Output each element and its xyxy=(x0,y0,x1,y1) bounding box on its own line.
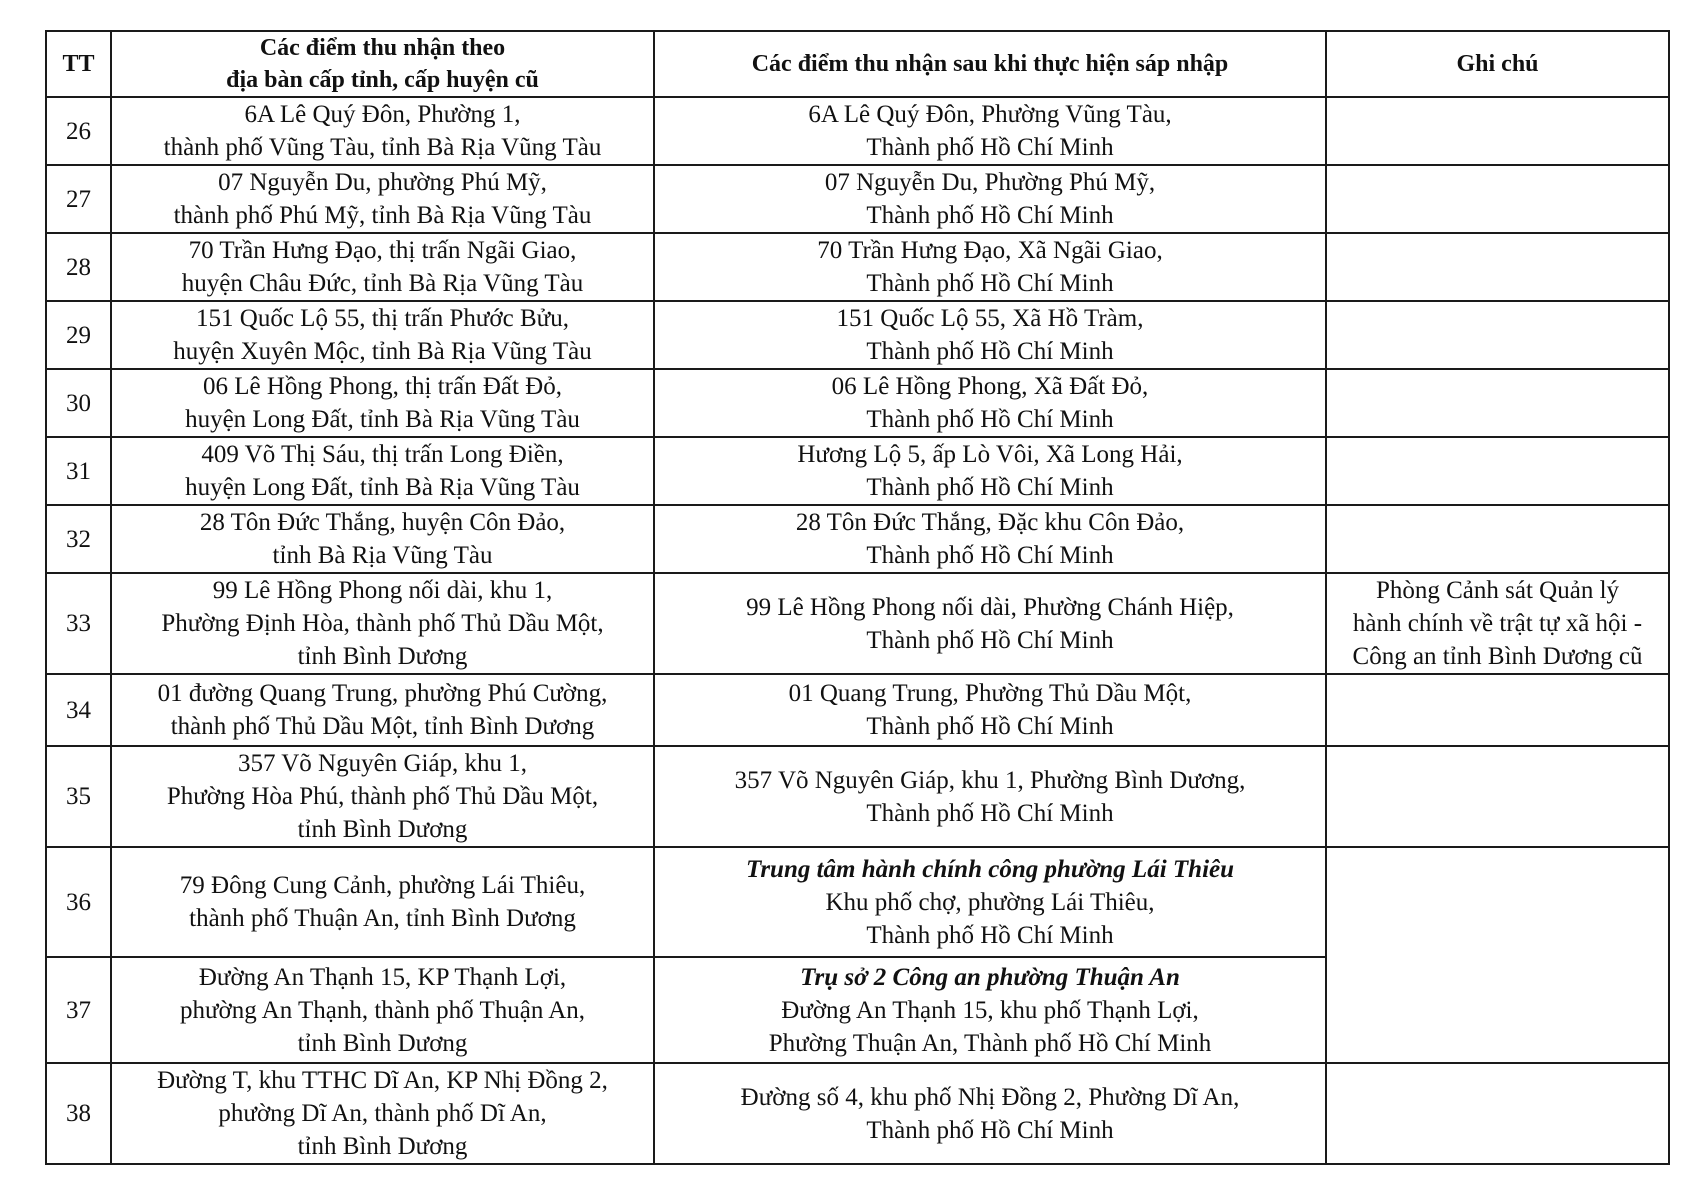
old-location-line: phường Dĩ An, thành phố Dĩ An, xyxy=(218,1100,547,1127)
new-location-line: 6A Lê Quý Đôn, Phường Vũng Tàu, xyxy=(808,101,1172,128)
note-line: Công an tỉnh Bình Dương cũ xyxy=(1352,643,1643,670)
new-location-cell xyxy=(654,165,1326,233)
note-cell xyxy=(1326,97,1669,165)
document-page xyxy=(45,30,1668,1165)
new-location-cell xyxy=(654,674,1326,746)
old-location-cell xyxy=(111,746,654,847)
table-row xyxy=(46,746,1669,847)
new-location-line: Thành phố Hồ Chí Minh xyxy=(866,799,1114,827)
row-number: 37 xyxy=(46,957,111,1063)
old-location-line: Đường An Thạnh 15, KP Thạnh Lợi, xyxy=(198,963,567,991)
old-location-cell xyxy=(111,847,654,957)
new-location-line: Đường số 4, khu phố Nhị Đồng 2, Phường Dĩ An, xyxy=(740,1083,1240,1111)
old-location-line: tỉnh Bình Dương xyxy=(297,1133,468,1160)
row-number: 38 xyxy=(46,1063,111,1164)
table-row xyxy=(46,674,1669,746)
table-row xyxy=(46,847,1669,957)
old-location-cell xyxy=(111,233,654,301)
old-location-line: 01 đường Quang Trung, phường Phú Cường, xyxy=(157,680,608,707)
old-location-cell xyxy=(111,369,654,437)
old-location-line: huyện Châu Đức, tỉnh Bà Rịa Vũng Tàu xyxy=(181,270,584,297)
old-location-cell xyxy=(111,957,654,1063)
new-location-line: Thành phố Hồ Chí Minh xyxy=(866,1116,1114,1144)
old-location-cell xyxy=(111,505,654,573)
old-location-cell xyxy=(111,674,654,746)
old-location-line: 70 Trần Hưng Đạo, thị trấn Ngãi Giao, xyxy=(188,237,577,264)
new-location-cell xyxy=(654,233,1326,301)
row-number: 31 xyxy=(46,437,111,505)
row-number: 30 xyxy=(46,369,111,437)
old-location-line: phường An Thạnh, thành phố Thuận An, xyxy=(180,996,585,1024)
old-location-line: 99 Lê Hồng Phong nối dài, khu 1, xyxy=(212,577,553,604)
table-row xyxy=(46,301,1669,369)
table-header-row xyxy=(46,31,1669,97)
header-old-locations xyxy=(111,31,654,97)
new-location-line: Thành phố Hồ Chí Minh xyxy=(866,406,1114,433)
old-location-line: huyện Long Đất, tỉnh Bà Rịa Vũng Tàu xyxy=(185,406,580,433)
row-number: 34 xyxy=(46,674,111,746)
row-number: 29 xyxy=(46,301,111,369)
old-location-line: 79 Đông Cung Cảnh, phường Lái Thiêu, xyxy=(179,872,586,899)
table-row xyxy=(46,97,1669,165)
new-location-line: 07 Nguyễn Du, Phường Phú Mỹ, xyxy=(824,169,1156,196)
old-location-line: 28 Tôn Đức Thắng, huyện Côn Đảo, xyxy=(199,509,566,536)
note-cell xyxy=(1326,165,1669,233)
old-location-line: thành phố Phú Mỹ, tỉnh Bà Rịa Vũng Tàu xyxy=(173,202,592,229)
table-row xyxy=(46,165,1669,233)
note-cell xyxy=(1326,233,1669,301)
note-cell xyxy=(1326,301,1669,369)
new-location-line: 28 Tôn Đức Thắng, Đặc khu Côn Đảo, xyxy=(795,509,1185,536)
row-number: 26 xyxy=(46,97,111,165)
old-location-line: 06 Lê Hồng Phong, thị trấn Đất Đỏ, xyxy=(203,373,562,400)
new-location-line: 01 Quang Trung, Phường Thủ Dầu Một, xyxy=(788,680,1192,707)
old-location-line: tỉnh Bà Rịa Vũng Tàu xyxy=(272,542,493,569)
old-location-cell xyxy=(111,97,654,165)
old-location-cell xyxy=(111,573,654,674)
new-location-title: Trung tâm hành chính công phường Lái Thiêu xyxy=(745,855,1235,883)
new-location-cell xyxy=(654,505,1326,573)
header-tt: TT xyxy=(46,31,111,97)
new-location-line: Thành phố Hồ Chí Minh xyxy=(866,542,1114,569)
old-location-line: Phường Định Hòa, thành phố Thủ Dầu Một, xyxy=(161,610,604,637)
new-location-cell xyxy=(654,97,1326,165)
header-note: Ghi chú xyxy=(1326,31,1669,97)
row-number: 36 xyxy=(46,847,111,957)
old-location-cell xyxy=(111,301,654,369)
new-location-line: Đường An Thạnh 15, khu phố Thạnh Lợi, xyxy=(781,996,1199,1024)
note-cell xyxy=(1326,369,1669,437)
header-old-line: địa bàn cấp tỉnh, cấp huyện cũ xyxy=(226,67,539,93)
old-location-cell xyxy=(111,1063,654,1164)
row-number: 32 xyxy=(46,505,111,573)
old-location-line: 409 Võ Thị Sáu, thị trấn Long Điền, xyxy=(201,441,564,468)
old-location-line: thành phố Thuận An, tỉnh Bình Dương xyxy=(189,905,576,932)
old-location-line: 151 Quốc Lộ 55, thị trấn Phước Bửu, xyxy=(196,305,569,332)
note-cell xyxy=(1326,505,1669,573)
new-location-line: Thành phố Hồ Chí Minh xyxy=(866,270,1114,297)
old-location-line: tỉnh Bình Dương xyxy=(297,1029,468,1057)
new-location-cell xyxy=(654,437,1326,505)
new-location-cell xyxy=(654,369,1326,437)
row-number: 35 xyxy=(46,746,111,847)
old-location-line: 6A Lê Quý Đôn, Phường 1, xyxy=(244,101,521,128)
new-location-cell xyxy=(654,301,1326,369)
table-row xyxy=(46,369,1669,437)
table-row xyxy=(46,1063,1669,1164)
new-location-line: Thành phố Hồ Chí Minh xyxy=(866,713,1114,740)
new-location-line: Thành phố Hồ Chí Minh xyxy=(866,474,1114,501)
new-location-cell xyxy=(654,1063,1326,1164)
new-location-line: Thành phố Hồ Chí Minh xyxy=(866,134,1114,161)
new-location-line: Phường Thuận An, Thành phố Hồ Chí Minh xyxy=(768,1029,1212,1057)
row-number: 28 xyxy=(46,233,111,301)
note-line: Phòng Cảnh sát Quản lý xyxy=(1375,577,1620,604)
old-location-line: tỉnh Bình Dương xyxy=(297,643,468,670)
note-cell xyxy=(1326,746,1669,847)
row-number: 27 xyxy=(46,165,111,233)
old-location-line: 357 Võ Nguyên Giáp, khu 1, xyxy=(237,750,528,777)
new-location-line: 357 Võ Nguyên Giáp, khu 1, Phường Bình Dương, xyxy=(734,766,1246,794)
old-location-line: thành phố Vũng Tàu, tỉnh Bà Rịa Vũng Tàu xyxy=(163,134,602,161)
table-row xyxy=(46,233,1669,301)
new-location-cell xyxy=(654,957,1326,1063)
new-location-line: Hương Lộ 5, ấp Lò Vôi, Xã Long Hải, xyxy=(797,441,1183,468)
new-location-line: Khu phố chợ, phường Lái Thiêu, xyxy=(825,888,1155,916)
note-cell xyxy=(1326,847,1669,1063)
new-location-cell xyxy=(654,847,1326,957)
table-row xyxy=(46,573,1669,674)
note-cell xyxy=(1326,437,1669,505)
old-location-cell xyxy=(111,437,654,505)
new-location-line: 151 Quốc Lộ 55, Xã Hồ Tràm, xyxy=(836,305,1144,332)
note-cell xyxy=(1326,573,1669,674)
new-location-line: Thành phố Hồ Chí Minh xyxy=(866,921,1114,949)
old-location-line: Đường T, khu TTHC Dĩ An, KP Nhị Đồng 2, xyxy=(157,1067,608,1094)
old-location-line: tỉnh Bình Dương xyxy=(297,816,468,843)
new-location-line: 99 Lê Hồng Phong nối dài, Phường Chánh Hiệp, xyxy=(746,593,1234,621)
new-location-title: Trụ sở 2 Công an phường Thuận An xyxy=(800,963,1180,991)
row-number: 33 xyxy=(46,573,111,674)
old-location-line: Phường Hòa Phú, thành phố Thủ Dầu Một, xyxy=(166,783,599,810)
new-location-line: Thành phố Hồ Chí Minh xyxy=(866,338,1114,365)
old-location-line: huyện Xuyên Mộc, tỉnh Bà Rịa Vũng Tàu xyxy=(173,338,592,365)
new-location-line: Thành phố Hồ Chí Minh xyxy=(866,626,1114,654)
old-location-line: 07 Nguyễn Du, phường Phú Mỹ, xyxy=(218,169,547,196)
header-new-locations: Các điểm thu nhận sau khi thực hiện sáp nhập xyxy=(654,31,1326,97)
old-location-cell xyxy=(111,165,654,233)
new-location-line: 06 Lê Hồng Phong, Xã Đất Đỏ, xyxy=(831,373,1149,400)
collection-points-table xyxy=(45,30,1670,1165)
table-row xyxy=(46,505,1669,573)
old-location-line: huyện Long Đất, tỉnh Bà Rịa Vũng Tàu xyxy=(185,474,580,501)
new-location-line: 70 Trần Hưng Đạo, Xã Ngãi Giao, xyxy=(817,237,1163,264)
new-location-cell xyxy=(654,746,1326,847)
table-body xyxy=(46,97,1669,1164)
old-location-line: thành phố Thủ Dầu Một, tỉnh Bình Dương xyxy=(170,713,595,740)
note-cell xyxy=(1326,1063,1669,1164)
note-line: hành chính về trật tự xã hội - xyxy=(1352,610,1643,637)
new-location-cell xyxy=(654,573,1326,674)
note-cell xyxy=(1326,674,1669,746)
table-row xyxy=(46,437,1669,505)
new-location-line: Thành phố Hồ Chí Minh xyxy=(866,202,1114,229)
header-old-line: Các điểm thu nhận theo xyxy=(259,35,506,61)
